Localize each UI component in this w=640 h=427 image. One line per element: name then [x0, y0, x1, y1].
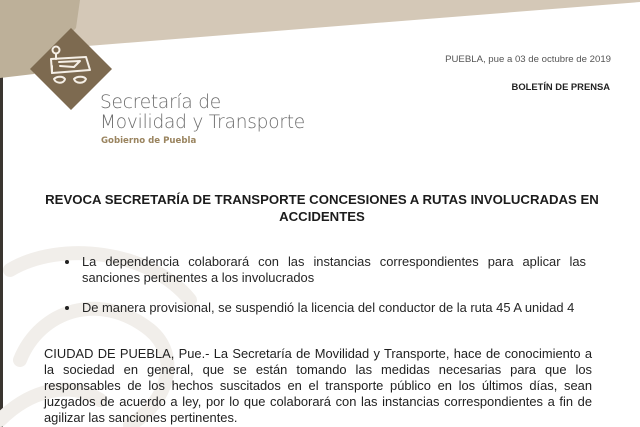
bullet-item: [62, 300, 586, 316]
summary-bullets: [62, 254, 586, 330]
date-line: PUEBLA, pue a 03 de octubre de 2019: [445, 54, 611, 65]
bullet-dot-icon: [65, 260, 69, 264]
org-subtitle: Gobierno de Puebla: [101, 136, 197, 146]
bullet-text: De manera provisional, se suspendió la licencia del conductor de la ruta 45 A unidad 4: [82, 300, 575, 315]
org-name-line1: Secretaría de: [100, 92, 221, 113]
bullet-dot-icon: [65, 306, 69, 310]
bulletin-label: BOLETÍN DE PRENSA: [511, 81, 610, 92]
document-title: REVOCA SECRETARÍA DE TRANSPORTE CONCESIONES A RUTAS INVOLUCRADAS EN ACCIDENTES: [45, 192, 599, 224]
bullet-text: La dependencia colaborará con las instancias correspondientes para aplicar las sanciones pertinentes a los involucrados: [82, 254, 586, 285]
body-paragraph: CIUDAD DE PUEBLA, Pue.- La Secretaría de Movilidad y Transporte, hace de conocimiento a la sociedad en general, que se están tomando las medidas necesarias para que los responsables de los hechos suscitados en el transporte público en los últimos días, sean juzgados de acuerdo a ley, por lo que colaborará con las instancias correspondientes a fin de agilizar las sanciones pertinentes.: [44, 346, 592, 425]
org-name-line2: Movilidad y Transporte: [100, 112, 305, 133]
bullet-item: [62, 254, 586, 286]
org-name: [100, 93, 305, 133]
